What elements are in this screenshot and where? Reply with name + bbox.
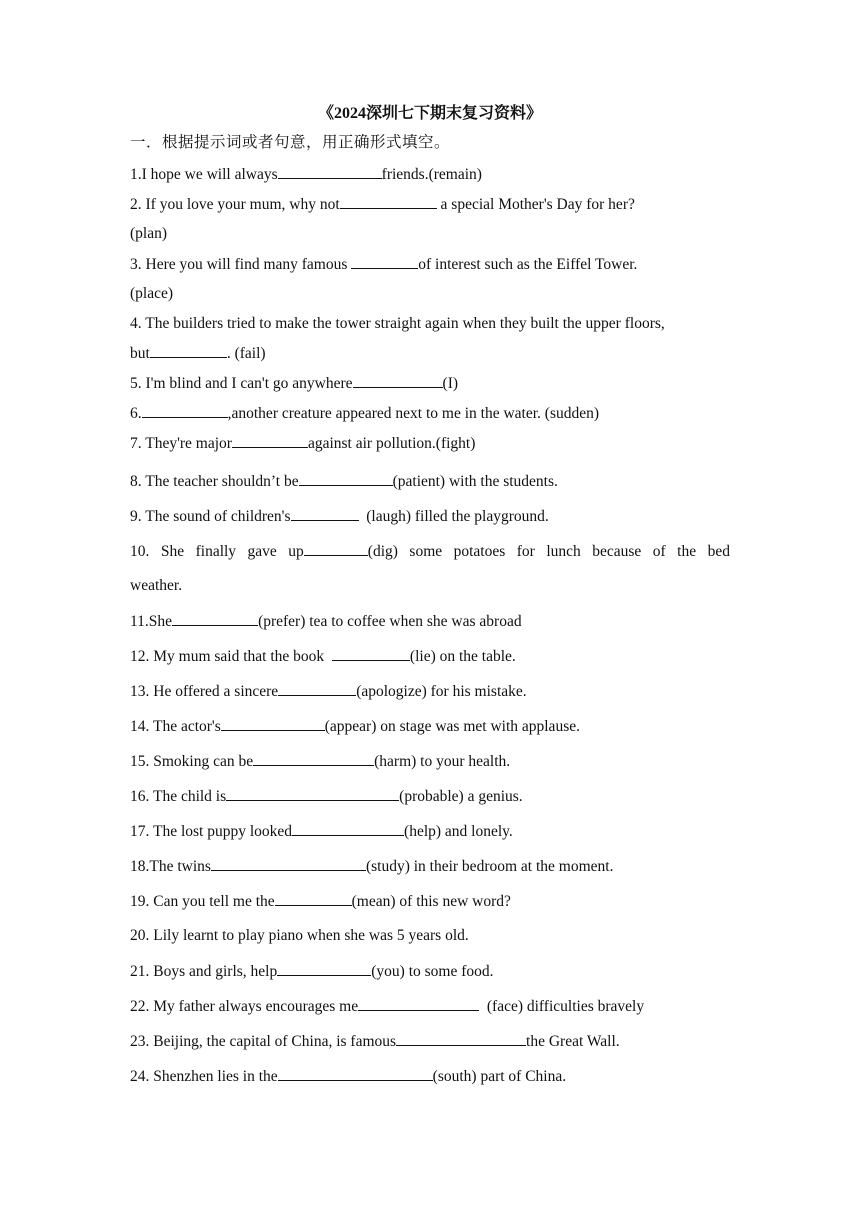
question-2-hint: (plan) — [130, 225, 168, 242]
question-20: 20. Lily learnt to play piano when she was 5 years old. — [130, 927, 469, 944]
question-4-cont: but . (fail) — [130, 342, 266, 365]
question-18: 18.The twins (study) in their bedroom at the moment. — [130, 855, 730, 878]
answer-blank[interactable] — [292, 820, 404, 836]
answer-blank[interactable] — [226, 785, 399, 801]
answer-blank[interactable] — [278, 163, 382, 179]
section-heading: 一．根据提示词或者句意，用正确形式填空。 — [130, 134, 451, 151]
question-17: 17. The lost puppy looked (help) and lonely. — [130, 820, 730, 843]
question-21: 21. Boys and girls, help (you) to some food. — [130, 960, 730, 983]
page-title: 《2024深圳七下期末复习资料》 — [317, 105, 542, 122]
answer-blank[interactable] — [278, 1065, 433, 1081]
question-2: 2. If you love your mum, why not a special Mother's Day for her? — [130, 193, 730, 216]
answer-blank[interactable] — [396, 1030, 526, 1046]
question-4: 4. The builders tried to make the tower straight again when they built the upper floors, — [130, 315, 665, 332]
question-9: 9. The sound of children's (laugh) filled the playground. — [130, 505, 730, 528]
question-15: 15. Smoking can be (harm) to your health. — [130, 750, 730, 773]
answer-blank[interactable] — [353, 372, 443, 388]
question-8: 8. The teacher shouldn’t be (patient) with the students. — [130, 470, 730, 493]
answer-blank[interactable] — [291, 505, 359, 521]
answer-blank[interactable] — [221, 715, 325, 731]
question-23: 23. Beijing, the capital of China, is famous the Great Wall. — [130, 1030, 730, 1053]
question-3: 3. Here you will find many famous of interest such as the Eiffel Tower. — [130, 253, 730, 276]
question-10: 10. She finally gave up (dig) some potatoes for lunch because of the bed — [130, 540, 730, 563]
question-11: 11.She (prefer) tea to coffee when she was abroad — [130, 610, 730, 633]
question-16: 16. The child is (probable) a genius. — [130, 785, 730, 808]
question-19: 19. Can you tell me the (mean) of this new word? — [130, 890, 730, 913]
answer-blank[interactable] — [304, 540, 368, 556]
answer-blank[interactable] — [278, 680, 356, 696]
question-7: 7. They're major against air pollution.(fight) — [130, 432, 730, 455]
question-22: 22. My father always encourages me (face) difficulties bravely — [130, 995, 730, 1018]
question-6: 6. ,another creature appeared next to me in the water. (sudden) — [130, 402, 730, 425]
answer-blank[interactable] — [142, 402, 228, 418]
answer-blank[interactable] — [351, 253, 418, 269]
question-13: 13. He offered a sincere (apologize) for his mistake. — [130, 680, 730, 703]
answer-blank[interactable] — [358, 995, 479, 1011]
answer-blank[interactable] — [150, 342, 227, 358]
question-1: 1.I hope we will always friends.(remain) — [130, 163, 730, 186]
answer-blank[interactable] — [275, 890, 352, 906]
question-10-cont: weather. — [130, 577, 183, 594]
answer-blank[interactable] — [232, 432, 308, 448]
question-24: 24. Shenzhen lies in the (south) part of China. — [130, 1065, 730, 1088]
answer-blank[interactable] — [277, 960, 371, 976]
answer-blank[interactable] — [211, 855, 366, 871]
question-5: 5. I'm blind and I can't go anywhere (I) — [130, 372, 730, 395]
answer-blank[interactable] — [340, 193, 437, 209]
answer-blank[interactable] — [299, 470, 393, 486]
answer-blank[interactable] — [332, 645, 410, 661]
answer-blank[interactable] — [253, 750, 374, 766]
question-3-hint: (place) — [130, 285, 174, 302]
answer-blank[interactable] — [172, 610, 258, 626]
question-12: 12. My mum said that the book (lie) on the table. — [130, 645, 730, 668]
question-14: 14. The actor's (appear) on stage was met with applause. — [130, 715, 730, 738]
